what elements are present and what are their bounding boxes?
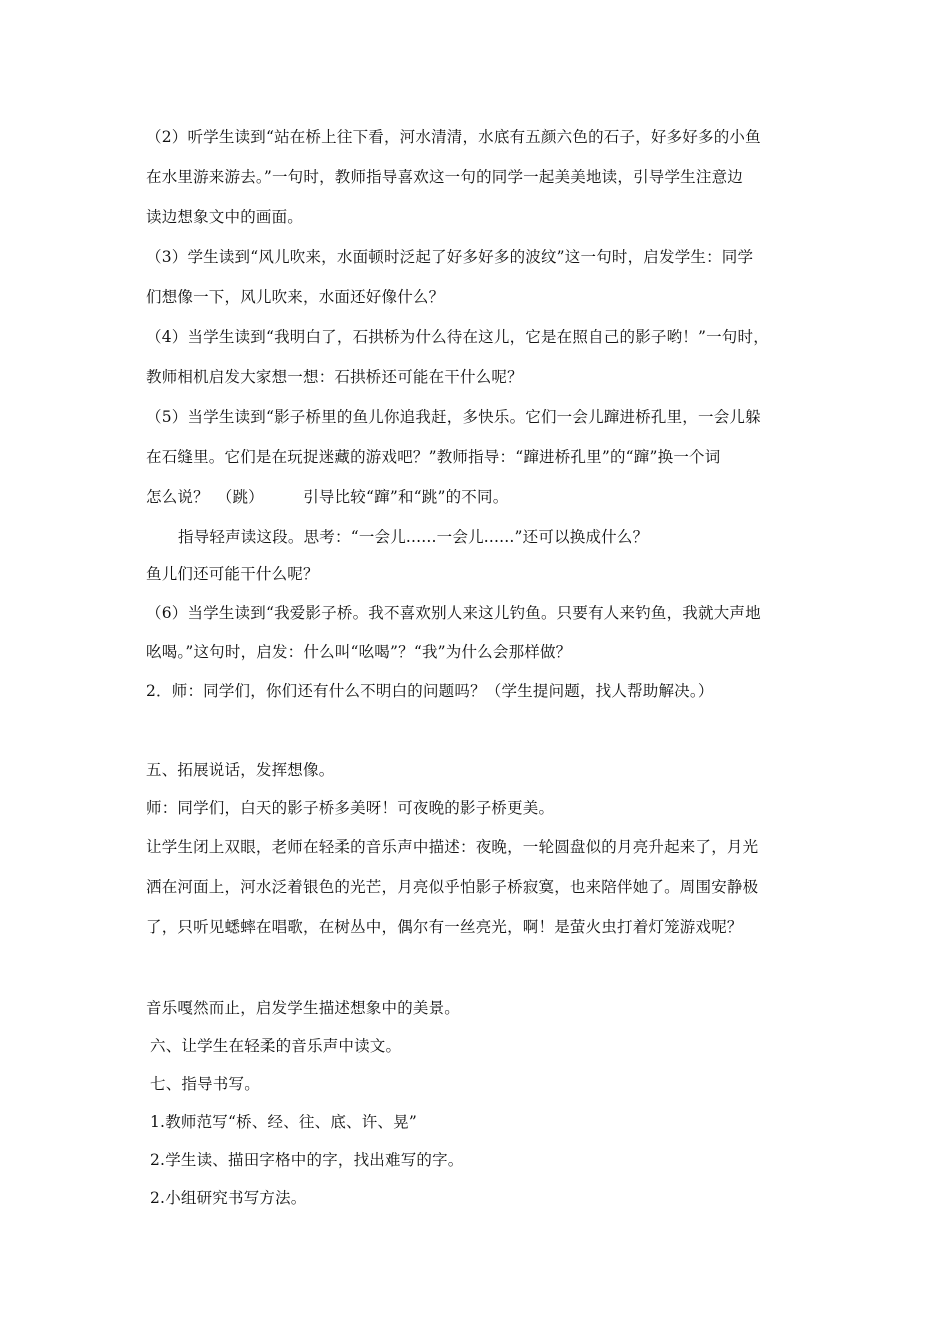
text-line: （5）当学生读到“影子桥里的鱼儿你追我赶，多快乐。它们一会儿蹿进桥孔里，一会儿躲 [146,408,761,426]
text-line: （4）当学生读到“我明白了，石拱桥为什么待在这儿，它是在照自己的影子哟！”一句时， [146,328,769,346]
text-line: 在石缝里。它们是在玩捉迷藏的游戏吧？”教师指导：“蹿进桥孔里”的“蹿”换一个词 [146,448,721,466]
text-line: 鱼儿们还可能干什么呢？ [146,565,319,583]
list-item: 1.教师范写“桥、经、往、底、许、晃” [150,1113,417,1131]
list-item: 2.学生读、描田字格中的字，找出难写的字。 [150,1151,464,1169]
text-line: 读边想象文中的画面。 [146,208,304,226]
text-line: 了，只听见蟋蟀在唱歌，在树丛中，偶尔有一丝亮光，啊！是萤火虫打着灯笼游戏呢？ [146,918,743,936]
text-line: 音乐嘎然而止，启发学生描述想象中的美景。 [146,999,461,1017]
text-line: 在水里游来游去。”一句时，教师指导喜欢这一句的同学一起美美地读，引导学生注意边 [146,168,743,186]
list-item: 2.小组研究书写方法。 [150,1189,307,1207]
text-line: 师：同学们，白天的影子桥多美呀！可夜晚的影子桥更美。 [146,799,555,817]
text-line: 指导轻声读这段。思考：“一会儿......一会儿......”还可以换成什么？ [178,528,649,546]
text-line: 让学生闭上双眼，老师在轻柔的音乐声中描述：夜晚，一轮圆盘似的月亮升起来了，月光 [146,838,759,856]
text-line: 们想像一下，风儿吹来，水面还好像什么？ [146,288,445,306]
text-line: （6）当学生读到“我爱影子桥。我不喜欢别人来这儿钓鱼。只要有人来钓鱼，我就大声地 [146,604,761,622]
text-line: 怎么说？ （跳） 引导比较“蹿”和“跳”的不同。 [146,488,509,506]
text-line: 教师相机启发大家想一想：石拱桥还可能在干什么呢？ [146,368,523,386]
text-line: （2）听学生读到“站在桥上往下看，河水清清，水底有五颜六色的石子，好多好多的小鱼 [146,128,761,146]
section-heading: 七、指导书写。 [150,1075,260,1093]
text-line: 洒在河面上，河水泛着银色的光芒，月亮似乎怕影子桥寂寞，也来陪伴她了。周围安静极 [146,878,759,896]
text-line: 2．师：同学们，你们还有什么不明白的问题吗？（学生提问题，找人帮助解决。） [146,682,714,700]
text-line: 吆喝。”这句时，启发：什么叫“吆喝”？“我”为什么会那样做？ [146,643,572,661]
section-heading: 五、拓展说话，发挥想像。 [146,761,335,779]
section-heading: 六、让学生在轻柔的音乐声中读文。 [150,1037,402,1055]
text-line: （3）学生读到“风儿吹来，水面顿时泛起了好多好多的波纹”这一句时，启发学生：同学 [146,248,754,266]
